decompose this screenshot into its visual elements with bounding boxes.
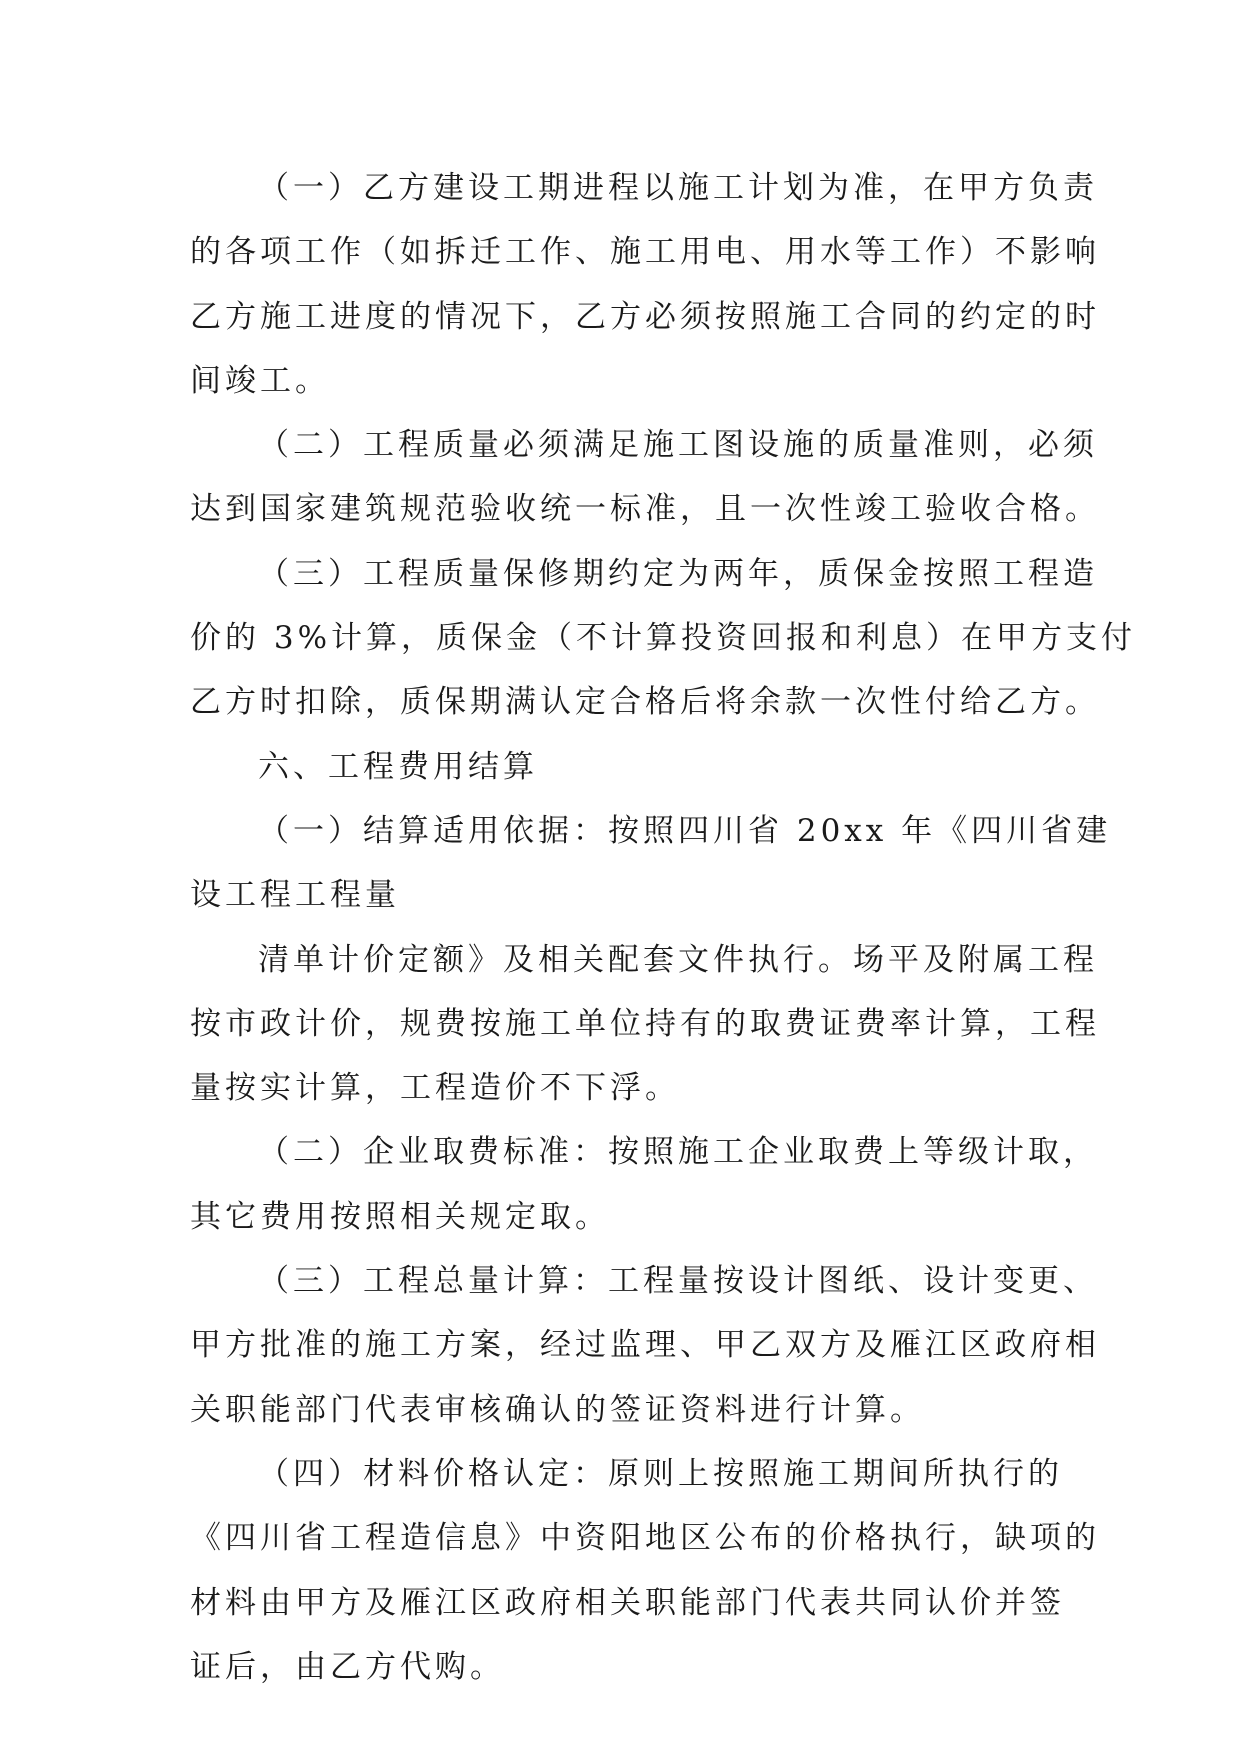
text-line: 间竣工。 <box>190 362 330 399</box>
text-line: （二）企业取费标准：按照施工企业取费上等级计取， <box>258 1134 1098 1171</box>
text-line: 乙方时扣除，质保期满认定合格后将余款一次性付给乙方。 <box>190 684 1100 721</box>
text-line: 其它费用按照相关规定取。 <box>190 1198 610 1235</box>
text-line: 的各项工作（如拆迁工作、施工用电、用水等工作）不影响 <box>190 234 1100 271</box>
text-line: 价的 3%计算，质保金（不计算投资回报和利息）在甲方支付 <box>190 620 1137 657</box>
text-line: （一）乙方建设工期进程以施工计划为准，在甲方负责 <box>258 170 1098 206</box>
text-line: （一）结算适用依据：按照四川省 20xx 年《四川省建 <box>258 812 1112 849</box>
document-body <box>190 156 1137 1699</box>
text-line: 达到国家建筑规范验收统一标准，且一次性竣工验收合格。 <box>190 491 1100 528</box>
text-line: （四）材料价格认定：原则上按照施工期间所执行的 <box>258 1455 1063 1492</box>
text-line: 六、工程费用结算 <box>258 748 538 785</box>
text-line: 量按实计算，工程造价不下浮。 <box>190 1070 680 1107</box>
text-line: 材料由甲方及雁江区政府相关职能部门代表共同认价并签 <box>190 1584 1065 1621</box>
text-line: 《四川省工程造信息》中资阳地区公布的价格执行，缺项的 <box>190 1520 1100 1557</box>
text-line: 乙方施工进度的情况下，乙方必须按照施工合同的约定的时 <box>190 298 1100 335</box>
text-line: 证后，由乙方代购。 <box>190 1648 505 1685</box>
text-line: （三）工程质量保修期约定为两年，质保金按照工程造 <box>258 555 1098 592</box>
text-line: 按市政计价，规费按施工单位持有的取费证费率计算，工程 <box>190 1005 1100 1042</box>
text-line: （三）工程总量计算：工程量按设计图纸、设计变更、 <box>258 1263 1098 1300</box>
text-line: 关职能部门代表审核确认的签证资料进行计算。 <box>190 1391 925 1428</box>
text-line: 设工程工程量 <box>190 877 400 914</box>
text-line: 甲方批准的施工方案，经过监理、甲乙双方及雁江区政府相 <box>190 1327 1100 1364</box>
text-line: 清单计价定额》及相关配套文件执行。场平及附属工程 <box>258 941 1098 978</box>
text-line: （二）工程质量必须满足施工图设施的质量准则，必须 <box>258 427 1098 464</box>
